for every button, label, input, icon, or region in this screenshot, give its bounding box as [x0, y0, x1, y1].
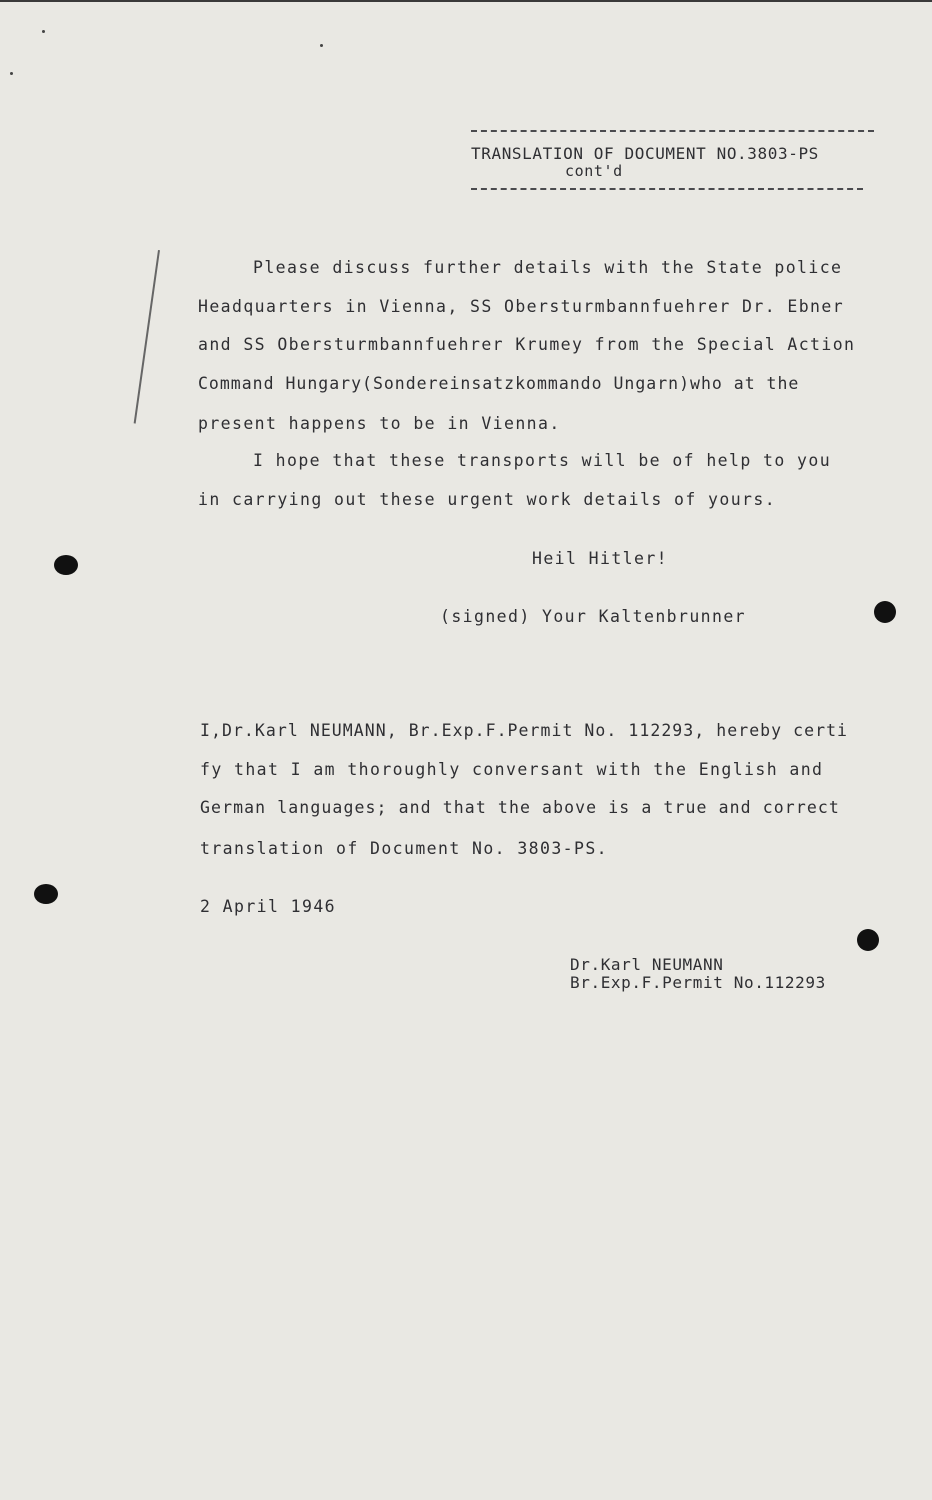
cert-line-4: translation of Document No. 3803-PS.: [200, 839, 609, 858]
letter-line-4: Command Hungary(Sondereinsatzkommando Ungarn)who at the: [198, 374, 800, 393]
letter-line-6: I hope that these transports will be of help to you: [253, 451, 832, 470]
punch-hole-right-upper: [874, 601, 896, 623]
speck-2: [10, 72, 13, 75]
letter-line-1: Please discuss further details with the State police: [253, 258, 843, 277]
speck-3: [320, 44, 323, 47]
header-bottom-rule: [471, 188, 863, 190]
document-subtitle: cont'd: [565, 162, 623, 180]
cert-date: 2 April 1946: [200, 897, 337, 916]
letter-closing: Heil Hitler!: [532, 549, 669, 568]
cert-line-1: I,Dr.Karl NEUMANN, Br.Exp.F.Permit No. 112293, hereby certi: [200, 721, 849, 740]
punch-hole-left-lower: [34, 884, 58, 904]
letter-line-7: in carrying out these urgent work details of yours.: [198, 490, 777, 509]
letter-line-3: and SS Obersturmbannfuehrer Krumey from the Special Action: [198, 335, 856, 354]
signer-name: Dr.Karl NEUMANN: [570, 955, 724, 974]
punch-hole-left-upper: [54, 555, 78, 575]
punch-hole-right-lower: [857, 929, 879, 951]
cert-line-2: fy that I am thoroughly conversant with the English and: [200, 760, 824, 779]
cert-line-3: German languages; and that the above is a true and correct: [200, 798, 840, 817]
header-top-rule: [471, 130, 874, 132]
letter-signature: (signed) Your Kaltenbrunner: [440, 607, 747, 626]
letter-line-2: Headquarters in Vienna, SS Obersturmbannfuehrer Dr. Ebner: [198, 297, 845, 316]
speck-1: [42, 30, 45, 33]
page-top-edge: [0, 0, 932, 2]
margin-pencil-mark: [134, 250, 160, 424]
signer-permit: Br.Exp.F.Permit No.112293: [570, 973, 826, 992]
letter-line-5: present happens to be in Vienna.: [198, 414, 561, 433]
document-title: TRANSLATION OF DOCUMENT NO.3803-PS: [471, 144, 819, 163]
